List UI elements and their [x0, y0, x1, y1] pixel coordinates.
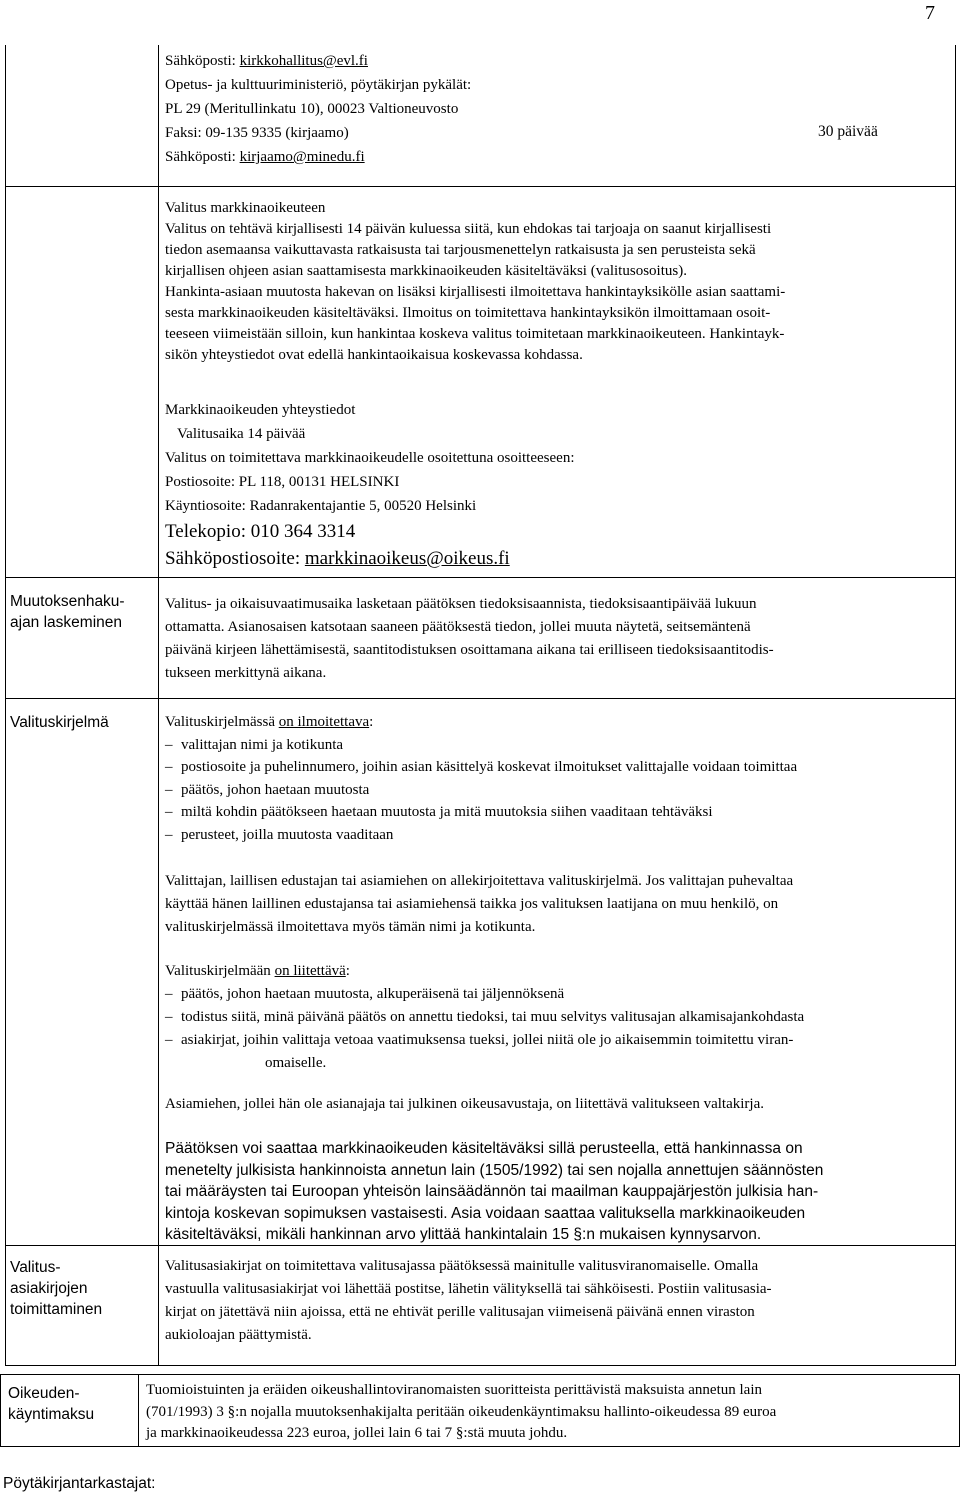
para-line: kintoja koskevan sopimuksen vastaisesti. Asia voidaan saattaa valituksella markkinaoikeuden — [165, 1204, 806, 1222]
footer-label: Pöytäkirjantarkastajat: — [3, 1475, 156, 1492]
fee-box-top-line — [0, 1374, 960, 1375]
email-kirkkohallitus: Sähköposti: kirkkohallitus@evl.fi — [165, 53, 368, 69]
fax-line: Faksi: 09-135 9335 (kirjaamo) — [165, 125, 349, 141]
asiamies-paragraph: Asiamiehen, jollei hän ole asianajaja tai julkinen oikeusavustaja, on liitettävä valitukseen valtakirja. — [165, 1096, 764, 1112]
address-line: PL 29 (Meritullinkatu 10), 00023 Valtioneuvosto — [165, 101, 459, 117]
fee-box-divider-line — [138, 1374, 139, 1446]
intro-prefix: Valituskirjelmässä — [165, 714, 279, 730]
label-line: Oikeuden- — [8, 1385, 80, 1402]
attach-underlined: on liitettävä — [274, 963, 346, 979]
para-line: käsiteltäväksi, mikäli hankinnan arvo ylittää hankintalain 15 §:n mukaisen kynnysarvon. — [165, 1226, 762, 1243]
list-item: – valittajan nimi ja kotikunta — [165, 736, 344, 753]
para-line: Valitus- ja oikaisuvaatimusaika lasketaan päätöksen tiedoksisaannista, tiedoksisaantipäivää lukuun — [165, 596, 757, 612]
para-line: tiedon asemaansa vaikuttavasta ratkaisusta tai tarjousmenettelyn ratkaisusta ja sen perusteista sekä — [165, 242, 756, 258]
frame-right-line — [955, 45, 956, 1365]
para-line: Valitusasiakirjat on toimitettava valitusajassa päätöksessä mainitulle valitusviranomaiselle. Omalla — [165, 1258, 759, 1274]
contact-line: Postiosoite: PL 118, 00131 HELSINKI — [165, 474, 400, 490]
row-separator — [5, 186, 956, 187]
contact-heading: Markkinaoikeuden yhteystiedot — [165, 402, 356, 418]
intro-line — [165, 711, 955, 734]
email-link[interactable]: markkinaoikeus@oikeus.fi — [304, 548, 510, 569]
markkina-section — [165, 198, 955, 366]
para-line: sesta markkinaoikeuden käsiteltäväksi. Ilmoitus on toimitettava hankintayksikön ilmoittamaan osoit- — [165, 305, 771, 321]
para-line: käyttää hänen laillinen edustajansa tai asiamiehensä taikka jos valituksen laatijana on muu henkilö, on — [165, 896, 779, 912]
list-item: – miltä kohdin päätökseen haetaan muutosta ja mitä muutoksia siihen vaaditaan tehtäväksi — [165, 804, 713, 820]
label-line: käyntimaksu — [8, 1406, 95, 1423]
frame-divider-line — [158, 45, 159, 1365]
market-court-paragraph — [165, 1138, 955, 1246]
list-item-continuation: omaiselle. — [265, 1055, 327, 1071]
email-link[interactable]: kirjaamo@minedu.fi — [239, 149, 365, 165]
para-line: menetelty julkisista hankinnoista annetun lain (1505/1992) tai sen nojalla annettujen säännösten — [165, 1161, 824, 1179]
para-line: ja markkinaoikeudessa 223 euroa, jollei lain 6 tai 7 §:stä muuta johdu. — [146, 1425, 568, 1441]
valituskirjelma-label: Valituskirjelmä — [10, 714, 109, 731]
label-line: Valitus- — [10, 1259, 61, 1276]
top-contact-block — [165, 49, 955, 169]
toimittaminen-label — [10, 1257, 155, 1320]
maksu-label — [8, 1383, 136, 1425]
para-line: Tuomioistuinten ja eräiden oikeushallintoviranomaisten suoritteista perittävistä maksuista annetun lain — [146, 1382, 762, 1398]
para-line: teeseen viimeistään silloin, kun hankintaa koskeva valitus toimitetaan markkinaoikeuteen. Hankintayk- — [165, 326, 785, 342]
para-line: vastuulla valitusasiakirjat voi lähettää postitse, lähetin välityksellä tai sähköisesti. Postiin valitusasia- — [165, 1281, 772, 1297]
para-line: Valittajan, laillisen edustajan tai asiamiehen on allekirjoitettava valituskirjelmä. Jos valittajan puhevaltaa — [165, 873, 794, 889]
para-line: aukioloajan päättymistä. — [165, 1327, 312, 1343]
label-line: Muutoksenhaku- — [10, 593, 125, 610]
email-link[interactable]: kirkkohallitus@evl.fi — [239, 53, 368, 69]
attach-prefix: Valituskirjelmään — [165, 963, 275, 979]
label-line: asiakirjojen — [10, 1280, 88, 1297]
para-line: sikön yhteystiedot ovat edellä hankintaoikaisua koskevassa kohdassa. — [165, 347, 583, 363]
markkina-heading: Valitus markkinaoikeuteen — [165, 200, 326, 216]
row-separator — [5, 698, 956, 699]
para-line: Valitus on tehtävä kirjallisesti 14 päivän kuluessa siitä, kun ehdokas tai tarjoaja on saanut kirjallisesti — [165, 221, 772, 237]
para-line: tai määräysten tai Euroopan yhteisön lainsäädännön tai maailman kauppajärjestön julkisia han- — [165, 1183, 819, 1200]
list-item: – todistus siitä, minä päivänä päätös on annettu tiedoksi, tai muu selvitys valitusajan alkamisajankohdasta — [165, 1009, 805, 1025]
row-separator — [5, 577, 956, 578]
label-line: ajan laskeminen — [10, 614, 123, 631]
opetus-line: Opetus- ja kulttuuriministeriö, pöytäkirjan pykälät: — [165, 77, 472, 93]
fee-box-bottom-line — [0, 1446, 960, 1447]
contact-line: Valitus on toimitettava markkinaoikeudelle osoitettuna osoitteeseen: — [165, 450, 575, 466]
intro-underlined: on ilmoitettava — [278, 714, 370, 730]
fax-number: Telekopio: 010 364 3314 — [165, 521, 356, 542]
list-item: – asiakirjat, joihin valittaja vetoaa vaatimuksensa tueksi, jollei niitä ole jo aikaisemmin toimitettu viran- — [165, 1032, 794, 1048]
valitusaika: Valitusaika 14 päivää — [177, 426, 306, 442]
list-item: – perusteet, joilla muutosta vaaditaan — [165, 826, 394, 843]
contact-line: Käyntiosoite: Radanrakentajantie 5, 00520 Helsinki — [165, 498, 477, 514]
email-label: Sähköpostiosoite: — [165, 548, 305, 569]
intro-suffix: : — [369, 714, 374, 730]
toimittaminen-text — [165, 1255, 955, 1347]
attach-intro — [165, 960, 955, 983]
page-number: 7 — [925, 2, 935, 24]
row-separator — [5, 1365, 956, 1366]
list-item: – postiosoite ja puhelinnumero, joihin asian käsittelyä koskevat ilmoitukset valittajalle voidaan toimittaa — [165, 759, 798, 775]
email-minedu: Sähköposti: kirjaamo@minedu.fi — [165, 149, 365, 165]
muutos-text — [165, 593, 955, 685]
attach-suffix: : — [345, 963, 350, 979]
list-item: – päätös, johon haetaan muutosta — [165, 781, 370, 798]
maksu-text — [146, 1380, 956, 1445]
email-line — [165, 545, 955, 572]
signature-paragraph — [165, 870, 955, 939]
para-line: ottamatta. Asianosaisen katsotaan saaneen päätöksestä tiedon, jollei muuta näytetä, seitsemäntenä — [165, 619, 751, 635]
para-line: valituskirjelmässä ilmoitettava myös tämän nimi ja kotikunta. — [165, 919, 536, 935]
label-line: toimittaminen — [10, 1301, 103, 1318]
para-line: Hankinta-asiaan muutosta hakevan on lisäksi kirjallisesti ilmoitettava hankintayksikölle asian saattami- — [165, 284, 786, 300]
fee-box-left-line — [0, 1374, 1, 1446]
para-line: päivänä kirjeen lähettämisestä, saantitodistuksen osoittamana aikana tai erilliseen tiedoksisaantitodis- — [165, 642, 774, 658]
para-line: (701/1993) 3 §:n nojalla muutoksenhakijalta peritään oikeudenkäyntimaksu hallinto-oikeudessa 89 euroa — [146, 1403, 777, 1420]
days-label: 30 päivää — [818, 123, 878, 140]
para-line: kirjallisen ohjeen asian saattamisesta markkinaoikeuden käsiteltäväksi (valitusosoitus). — [165, 263, 687, 279]
muutos-label — [10, 591, 155, 633]
para-line: Päätöksen voi saattaa markkinaoikeuden käsiteltäväksi sillä perusteella, että hankinnassa on — [165, 1140, 803, 1157]
attachments-block — [165, 960, 955, 1075]
para-line: tukseen merkittynä aikana. — [165, 665, 327, 681]
markkina-contact — [165, 398, 955, 572]
para-line: kirjat on jätettävä niin ajoissa, että ne ehtivät perille valitusajan viimeisenä päivänä ennen viraston — [165, 1304, 755, 1320]
list-item: – päätös, johon haetaan muutosta, alkuperäisenä tai jäljennöksenä — [165, 986, 565, 1002]
frame-left-line — [5, 45, 6, 1365]
valituskirjelma-intro — [165, 711, 955, 846]
